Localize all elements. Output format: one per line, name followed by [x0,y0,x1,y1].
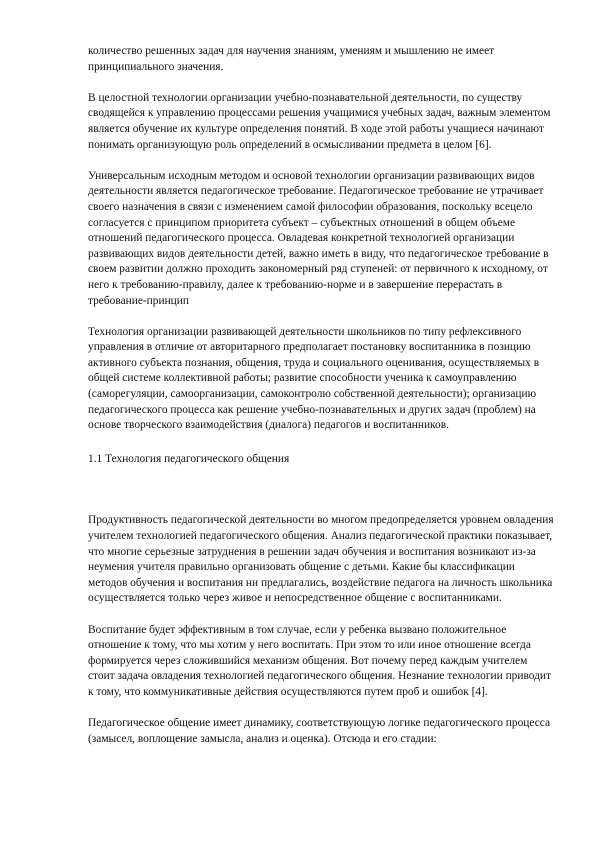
paragraph-6: Воспитание будет эффективным в том случае, если у ребенка вызвано положительное отношение к тому, что мы хотим у него воспитать. При этом то или иное отношение всегда формируется через сложившийся механизм общения. Вот почему перед каждым учителем стоит задача овладения технологией педагогического общения. Незнание технологии приводит к тому, что коммуникативные действия осуществляются путем проб и ошибок [4]. [88,623,551,698]
document-page [88,44,556,763]
paragraph-3: Универсальным исходным методом и основой технологии организации развивающих видов деятельности является педагогическое требование. Педагогическое требование не утрачивает своего назначения в связи с изменением самой философии образования, поскольку всецело согласуется с принципом приоритета субъект – субъектных отношений в общем объеме отношений педагогического процесса. Овладевая конкретной технологией организации развивающих видов деятельности детей, важно иметь в виду, что педагогическое требование в своем развитии должно проходить закономерный ряд ступеней: от первичного к исходному, от него к требованию-правилу, далее к требованию-норме и в завершение перерастать в требование-принцип [88,169,549,307]
section-heading: 1.1 Технология педагогического общения [88,452,290,465]
paragraph-4: Технология организации развивающей деятельности школьников по типу рефлексивного управления в отличие от авторитарного предполагает постановку воспитанника в позицию активного субъекта познания, общения, труда и социального оценивания, осуществляемых в общей системе коллективной работы; развитие способности ученика к самоуправлению (саморегуляции, самоорганизации, самоконтролю собственной деятельности); организацию педагогического процесса как решение учебно-познавательных и других задач (проблем) на основе творческого взаимодействия (диалога) педагогов и воспитанников. [88,325,540,432]
paragraph-2: В целостной технологии организации учебно-познавательной деятельности, по существу сводящейся к управлению процессами решения учащимися учебных задач, важным элементом является обучение их культуре определения понятий. В ходе этой работы учащиеся начинают понимать организующую роль определений в осмысливании предмета в целом [6]. [88,91,551,151]
paragraph-5: Продуктивность педагогической деятельности во многом предопределяется уровнем овладения учителем технологией педагогического общения. Анализ педагогической практики показывает, что многие серьезные затруднения в решении задач обучения и воспитания возникают из-за неумения учителя правильно организовать общение с детьми. Какие бы классификации методов обучения и воспитания ни предлагались, воздействие педагога на личность школьника осуществляется только через живое и непосредственное общение с воспитанниками. [88,514,554,605]
paragraph-7: Педагогическое общение имеет динамику, соответствующую логике педагогического процесса (замысел, воплощение замысла, анализ и оценка). Отсюда и его стадии: [88,717,551,745]
paragraph-1: количество решенных задач для научения знаниям, умениям и мышлению не имеет принципиального значения. [88,45,495,73]
